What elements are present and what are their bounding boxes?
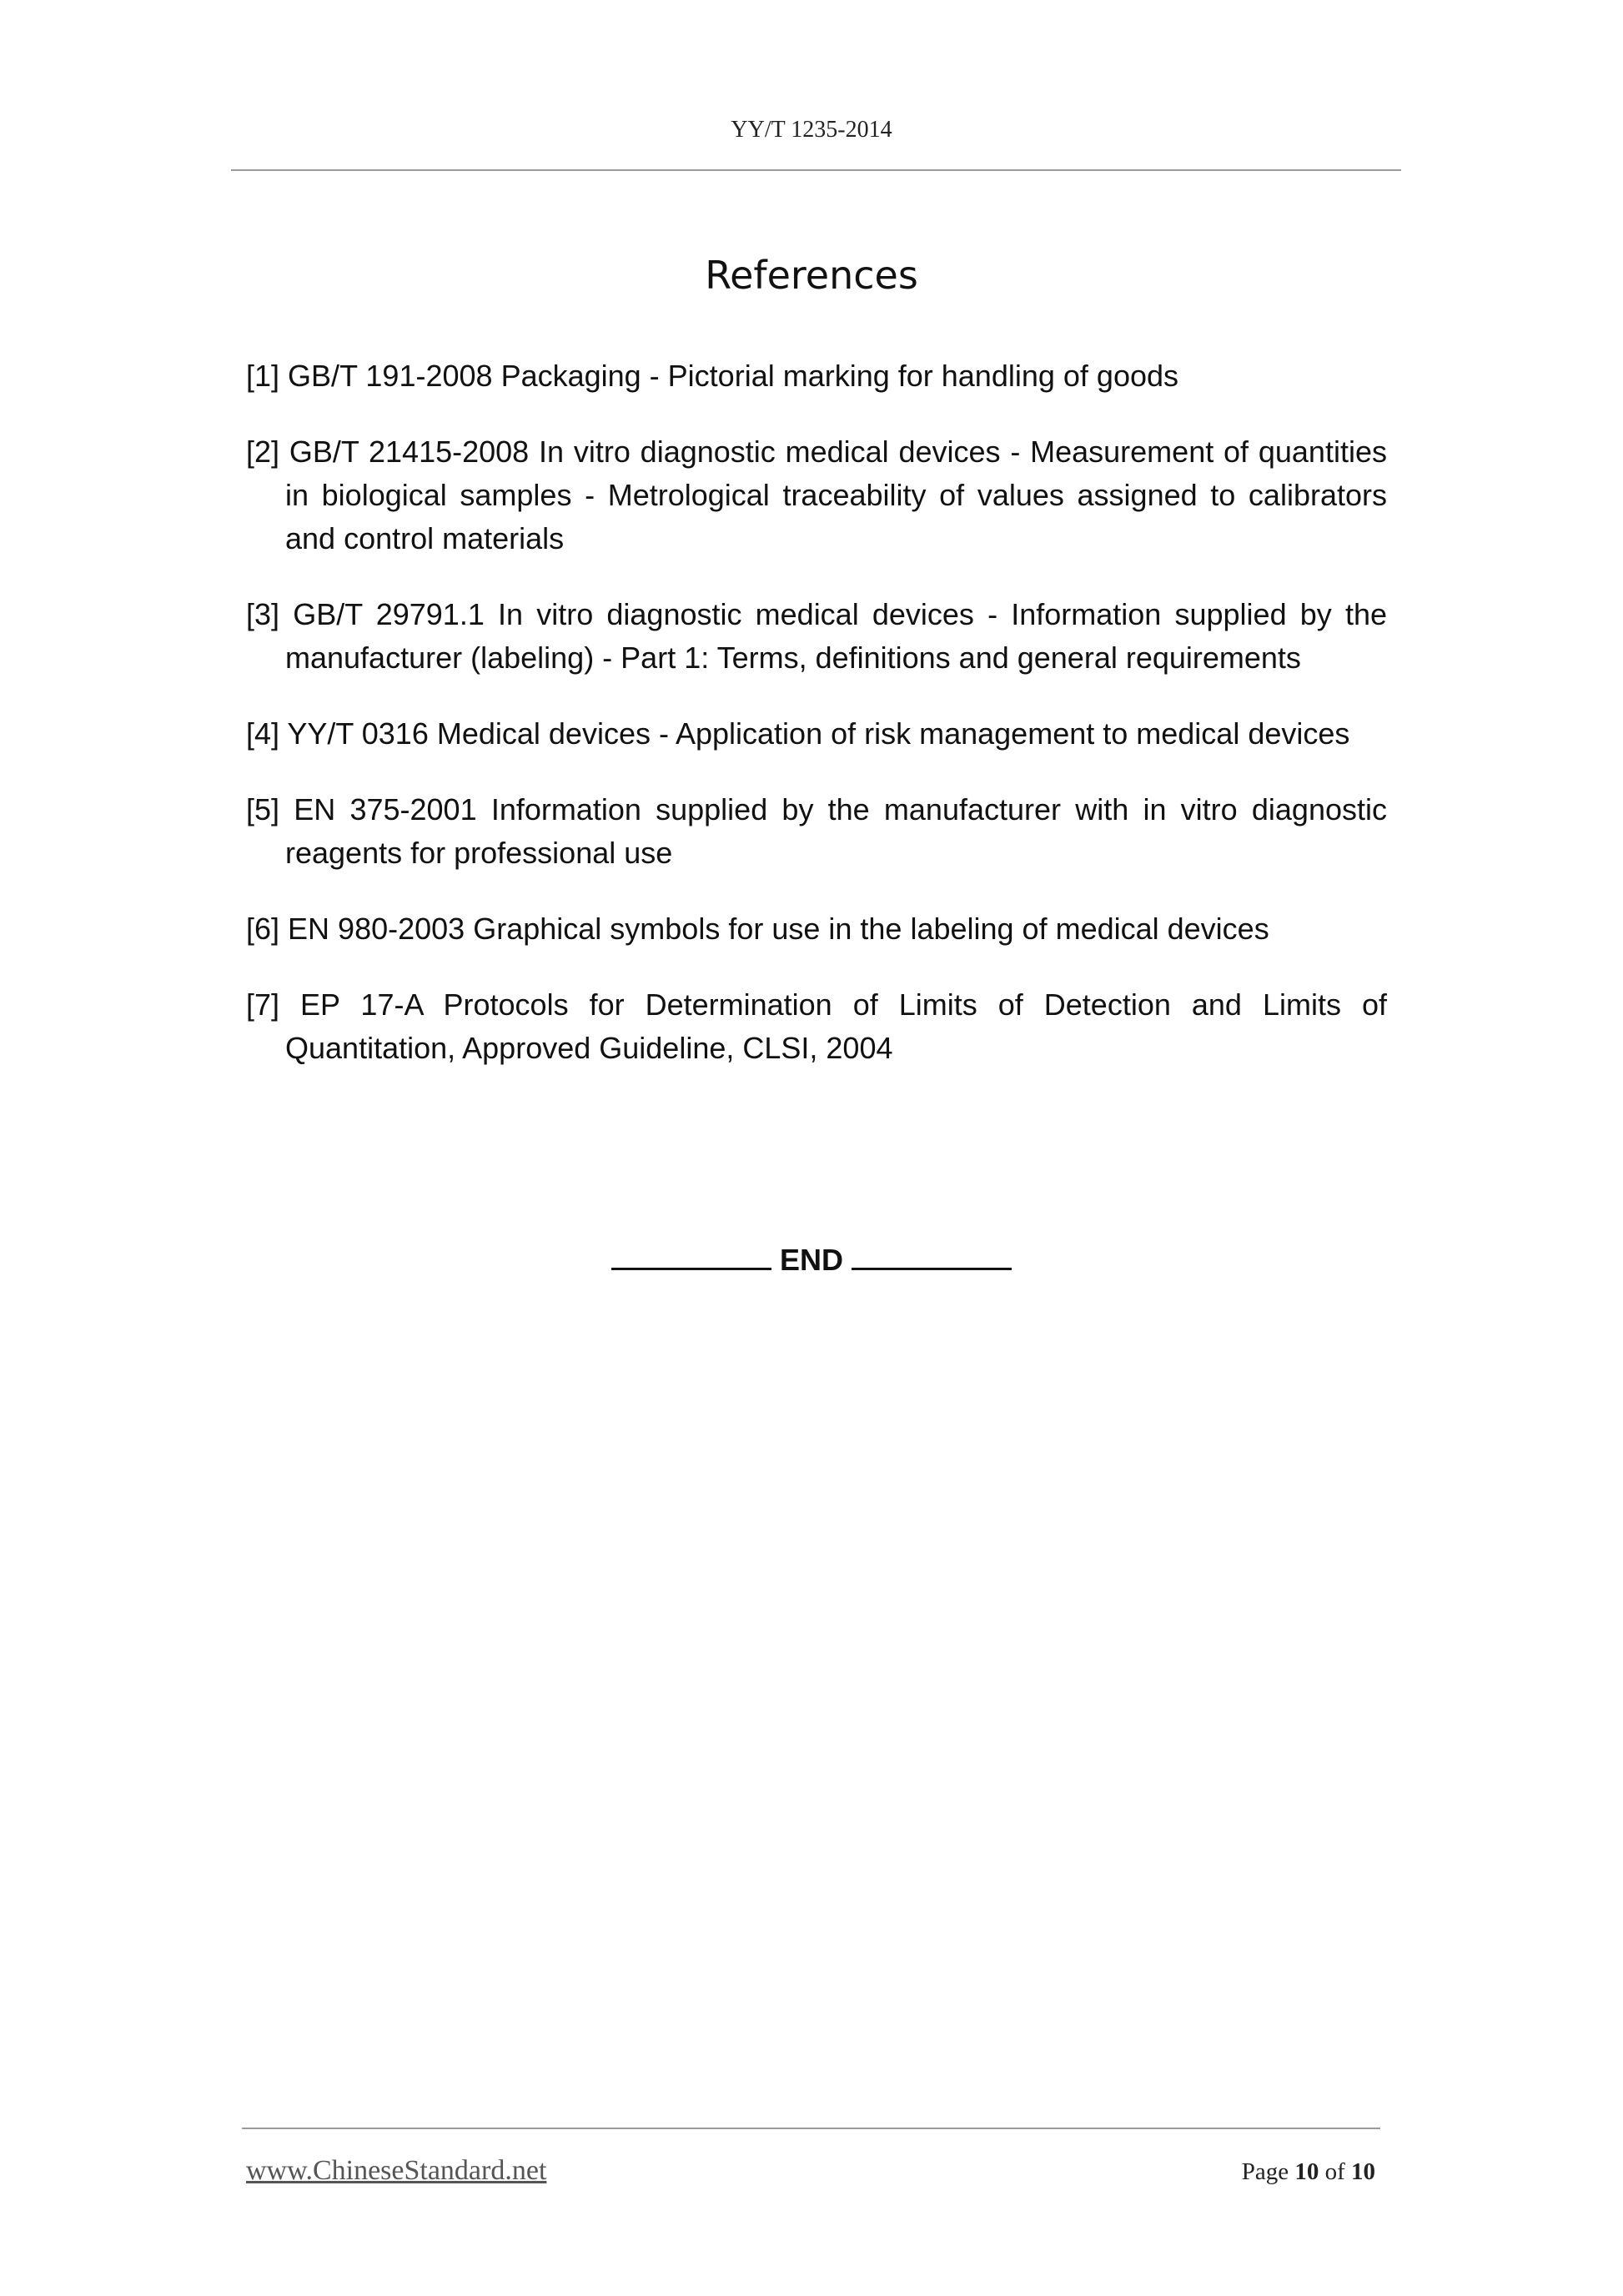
reference-number: [3] — [246, 597, 280, 631]
reference-title: Graphical symbols for use in the labeling of medical devices — [473, 912, 1269, 946]
reference-item-7 — [246, 983, 1387, 1070]
reference-number: [4] — [246, 716, 280, 751]
end-marker — [0, 1243, 1623, 1278]
page-current: 10 — [1294, 2158, 1319, 2185]
end-label: END — [779, 1243, 843, 1277]
reference-item-6 — [246, 907, 1387, 951]
footer-divider — [242, 2128, 1380, 2129]
page-word: Page — [1241, 2158, 1289, 2185]
header-divider — [231, 169, 1401, 171]
reference-code: EP 17-A — [300, 987, 423, 1022]
reference-number: [7] — [246, 987, 280, 1022]
page-total: 10 — [1351, 2158, 1375, 2185]
header-doc-code: YY/T 1235-2014 — [731, 117, 892, 143]
reference-item-3 — [246, 593, 1387, 680]
reference-title: Packaging - Pictorial marking for handling of goods — [500, 359, 1179, 393]
reference-code: EN 980-2003 — [288, 912, 465, 946]
reference-title: Protocols for Determination of Limits of Detection and Limits of Quantitation, Approved Guideline, CLSI, 2004 — [285, 987, 1387, 1065]
page-number — [1242, 2158, 1375, 2186]
reference-number: [1] — [246, 359, 280, 393]
end-rule-left — [611, 1243, 771, 1270]
reference-item-4 — [246, 712, 1387, 756]
reference-list — [246, 354, 1387, 1103]
reference-code: EN 375-2001 — [294, 792, 477, 826]
reference-item-5 — [246, 788, 1387, 875]
website-link[interactable]: www.ChineseStandard.net — [246, 2155, 547, 2186]
page-of: of — [1324, 2158, 1345, 2185]
reference-title: Medical devices - Application of risk management to medical devices — [436, 716, 1350, 751]
reference-title: In vitro diagnostic medical devices - Information supplied by the manufacturer (labeling) - Part 1: Terms, definitions and general requirements — [285, 597, 1387, 675]
page-title: References — [705, 253, 918, 298]
reference-code: GB/T 191-2008 — [288, 359, 493, 393]
reference-title: In vitro diagnostic medical devices - Measurement of quantities in biological samples - Metrological traceability of values assigned to calibrators and control materials — [285, 435, 1387, 555]
reference-item-2 — [246, 430, 1387, 560]
reference-title: Information supplied by the manufacturer with in vitro diagnostic reagents for professional use — [285, 792, 1387, 870]
reference-code: YY/T 0316 — [287, 716, 429, 751]
reference-number: [6] — [246, 912, 280, 946]
reference-code: GB/T 21415-2008 — [289, 435, 530, 469]
reference-code: GB/T 29791.1 — [293, 597, 485, 631]
end-rule-right — [852, 1243, 1012, 1270]
reference-item-1 — [246, 354, 1387, 398]
reference-number: [5] — [246, 792, 280, 826]
reference-number: [2] — [246, 435, 280, 469]
